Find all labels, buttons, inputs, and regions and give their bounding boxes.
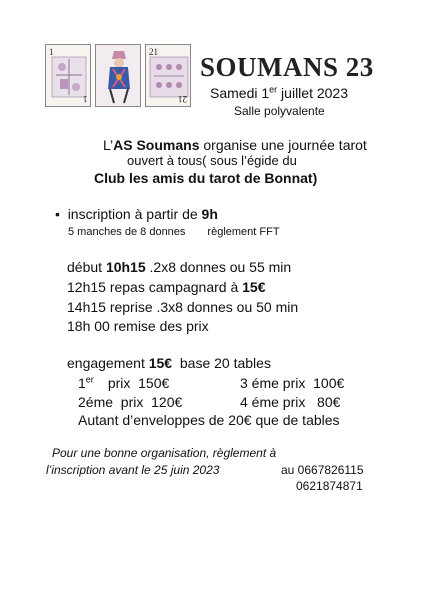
prize-first-amount: prix 150€ — [107, 375, 170, 391]
page-title: SOUMANS 23 — [200, 52, 374, 82]
prize-first-ordinal: er — [85, 374, 94, 385]
meal-text: 12h15 repas campagnard à — [67, 279, 243, 295]
prize-first — [78, 375, 169, 391]
start-details: .2x8 donnes ou 55 min — [145, 259, 292, 275]
event-venue: Salle polyvalente — [234, 104, 325, 118]
schedule-meal — [67, 279, 265, 295]
entry-fee: 15€ — [148, 355, 173, 371]
envelopes-line: Autant d’enveloppes de 20€ que de tables — [78, 412, 340, 428]
card-number-top: 1 — [49, 47, 54, 57]
prize-fourth: 4 éme prix 80€ — [240, 394, 341, 410]
intro-text: organise une journée tarot — [199, 137, 367, 153]
intro-line-2: ouvert à tous( sous l’égide du — [127, 153, 297, 168]
rounds-info: 5 manches de 8 donnes — [68, 226, 186, 238]
entry-fee-line — [67, 355, 271, 371]
intro-line-1 — [103, 137, 367, 153]
phone-number-1: au 0667826115 — [281, 463, 364, 477]
entry-label: engagement — [67, 355, 149, 371]
rules-info: règlement FFT — [207, 226, 280, 238]
tarot-card-excuse — [95, 44, 141, 107]
date-suffix: juillet 2023 — [277, 85, 348, 101]
footer-line-2: l’inscription avant le 25 juin 2023 — [46, 463, 220, 477]
card-number-bottom: 1 — [82, 94, 87, 104]
start-label: début — [67, 259, 106, 275]
inscription-text: inscription à partir de — [67, 206, 202, 222]
date-prefix: Samedi 1 — [210, 85, 270, 101]
phone-number-2: 0621874871 — [296, 479, 363, 493]
schedule-resume: 14h15 reprise .3x8 donnes ou 50 min — [67, 299, 299, 315]
card-number-bottom: 21 — [178, 94, 187, 104]
card-number-top: 21 — [149, 47, 158, 57]
club-name: Club les amis du tarot de Bonnat) — [94, 170, 318, 186]
schedule-start — [67, 259, 291, 275]
prize-second: 2éme prix 120€ — [78, 394, 183, 410]
organizer-name: AS Soumans — [113, 137, 200, 153]
start-time: 10h15 — [105, 259, 146, 275]
prize-first-rank: 1 — [78, 375, 86, 391]
date-ordinal: er — [269, 84, 278, 95]
inscription-time: 9h — [201, 206, 218, 222]
tarot-card-excuse-illustration — [96, 45, 141, 107]
meal-price: 15€ — [242, 279, 266, 295]
inscription-sub — [68, 226, 280, 238]
footer-line-1: Pour une bonne organisation, règlement à — [52, 446, 277, 460]
tables-base: base 20 tables — [172, 355, 271, 371]
tarot-card-one — [45, 44, 91, 107]
event-date — [210, 85, 348, 101]
schedule-prizes: 18h 00 remise des prix — [67, 318, 209, 334]
inscription-line — [55, 206, 218, 222]
bullet: • — [55, 206, 60, 222]
intro-prefix: L’ — [103, 137, 114, 153]
tarot-card-twentyone — [145, 44, 191, 107]
prize-third: 3 éme prix 100€ — [240, 375, 345, 391]
